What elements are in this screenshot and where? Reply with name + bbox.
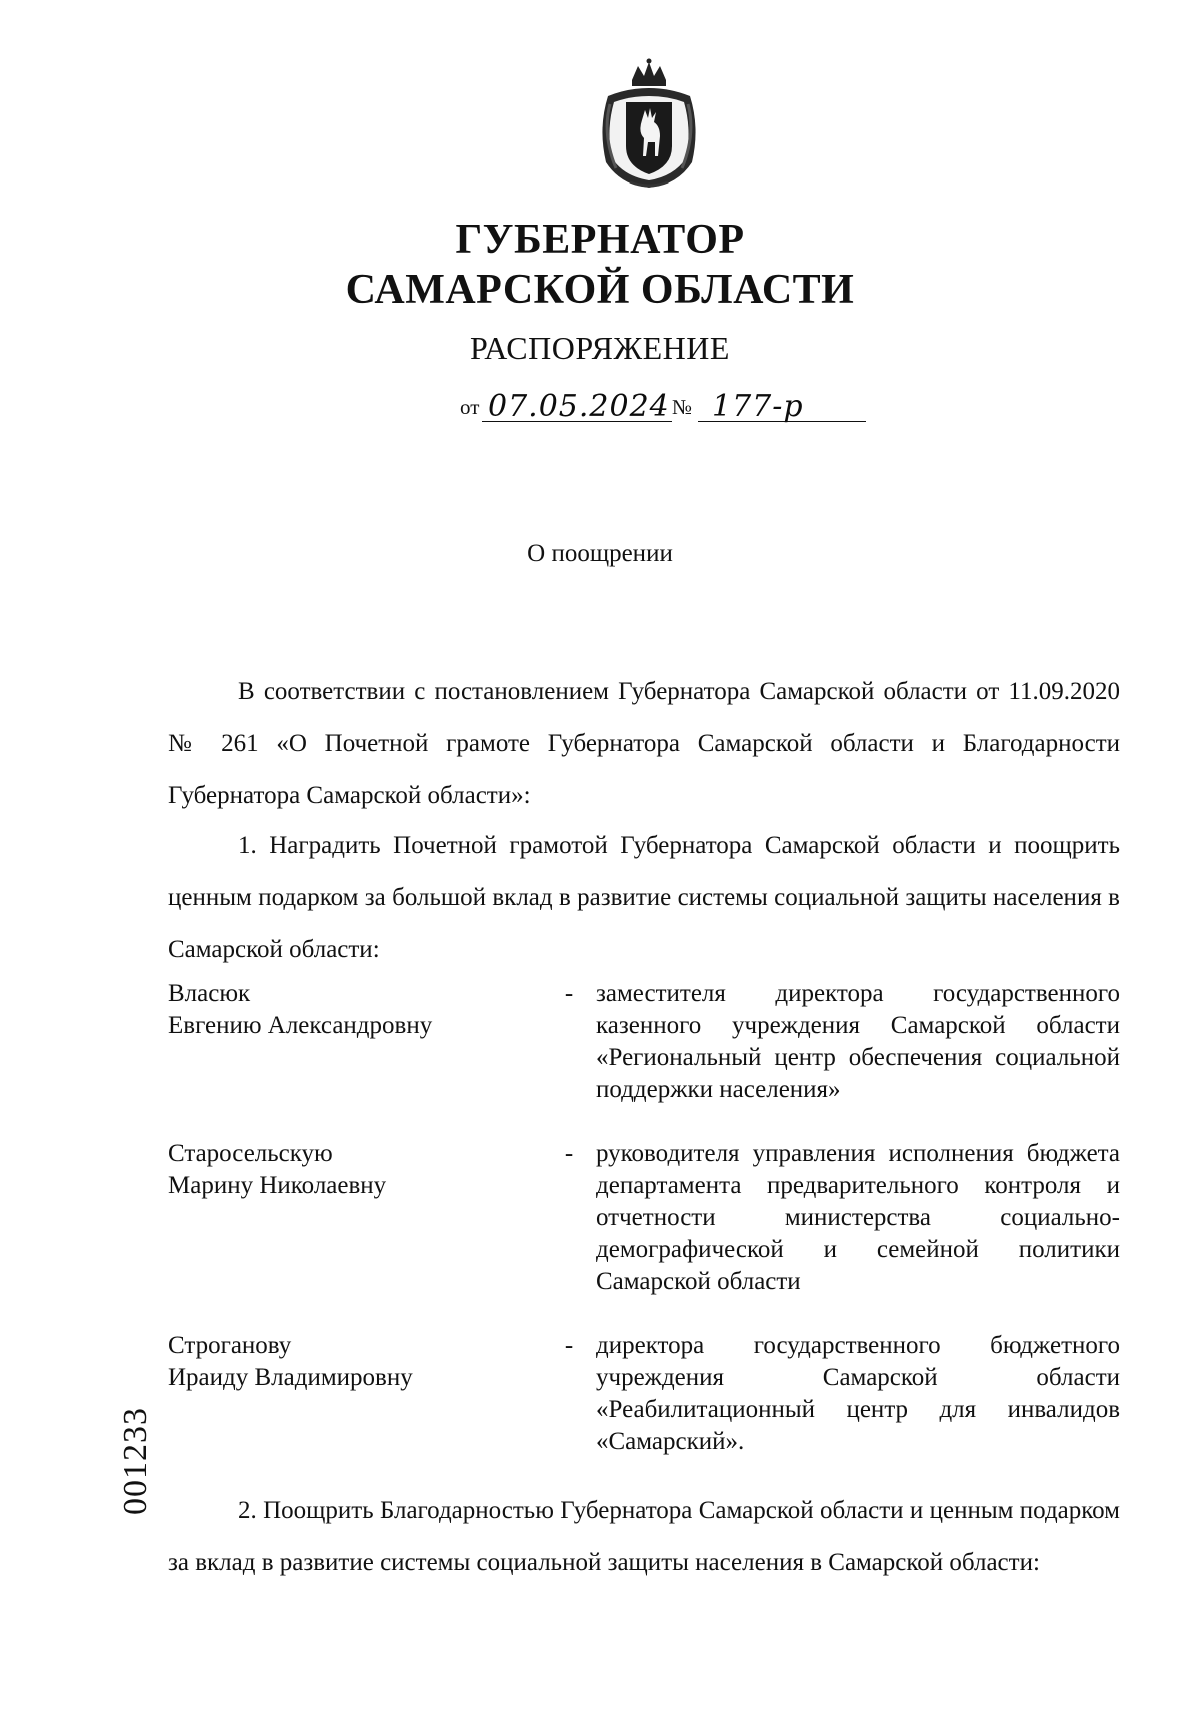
awardee-surname: Старосельскую	[168, 1140, 333, 1167]
date-handwritten: 07.05.2024	[488, 389, 670, 424]
awardee-surname: Строганову	[168, 1332, 292, 1359]
awardee-given-names: Евгению Александровну	[168, 1012, 433, 1039]
awardee-position: заместителя директора государственного казенного учреждения Самарской области «Региональный центр обеспечения социальной поддержки населения»	[596, 980, 1120, 1103]
form-serial-number: 001233	[117, 1407, 154, 1515]
samara-coat-of-arms-icon	[590, 58, 708, 190]
authority-title-line2: САМАРСКОЙ ОБЛАСТИ	[345, 267, 855, 313]
item-2-paragraph: 2. Поощрить Благодарностью Губернатора Самарской области и ценным подарком за вклад в развитие системы социальной защиты населения в Самарской области:	[168, 1497, 1120, 1576]
document-type: РАСПОРЯЖЕНИЕ	[470, 330, 730, 366]
number-prefix: №	[672, 395, 693, 419]
awardee-surname: Власюк	[168, 980, 251, 1007]
item-1-paragraph: 1. Наградить Почетной грамотой Губернатора Самарской области и поощрить ценным подарком за большой вклад в развитие системы социальной защиты населения в Самарской области:	[168, 832, 1120, 963]
awardee-position: директора государственного бюджетного учреждения Самарской области «Реабилитационный центр для инвалидов «Самарский».	[596, 1332, 1120, 1455]
authority-title-line1: ГУБЕРНАТОР	[455, 217, 745, 263]
awardee-name	[168, 1330, 548, 1394]
date-number-line	[460, 388, 860, 428]
awardee-given-names: Ираиду Владимировну	[168, 1364, 413, 1391]
date-prefix: от	[460, 395, 480, 419]
awardee-name	[168, 978, 548, 1042]
awardee-name	[168, 1138, 548, 1202]
awardee-dash: -	[564, 1332, 574, 1359]
awardee-position: руководителя управления исполнения бюджета департамента предварительного контроля и отчетности министерства социально-демографической и семейной политики Самарской области	[596, 1140, 1120, 1295]
awardee-dash: -	[564, 980, 574, 1007]
document-subject: О поощрении	[527, 540, 673, 567]
number-handwritten: 177-р	[712, 389, 804, 424]
preamble-paragraph: В соответствии с постановлением Губернатора Самарской области от 11.09.2020 № 261 «О Почетной грамоте Губернатора Самарской области и Благодарности Губернатора Самарской области»:	[168, 678, 1120, 809]
awardee-dash: -	[564, 1140, 574, 1167]
awardee-given-names: Марину Николаевну	[168, 1172, 387, 1199]
